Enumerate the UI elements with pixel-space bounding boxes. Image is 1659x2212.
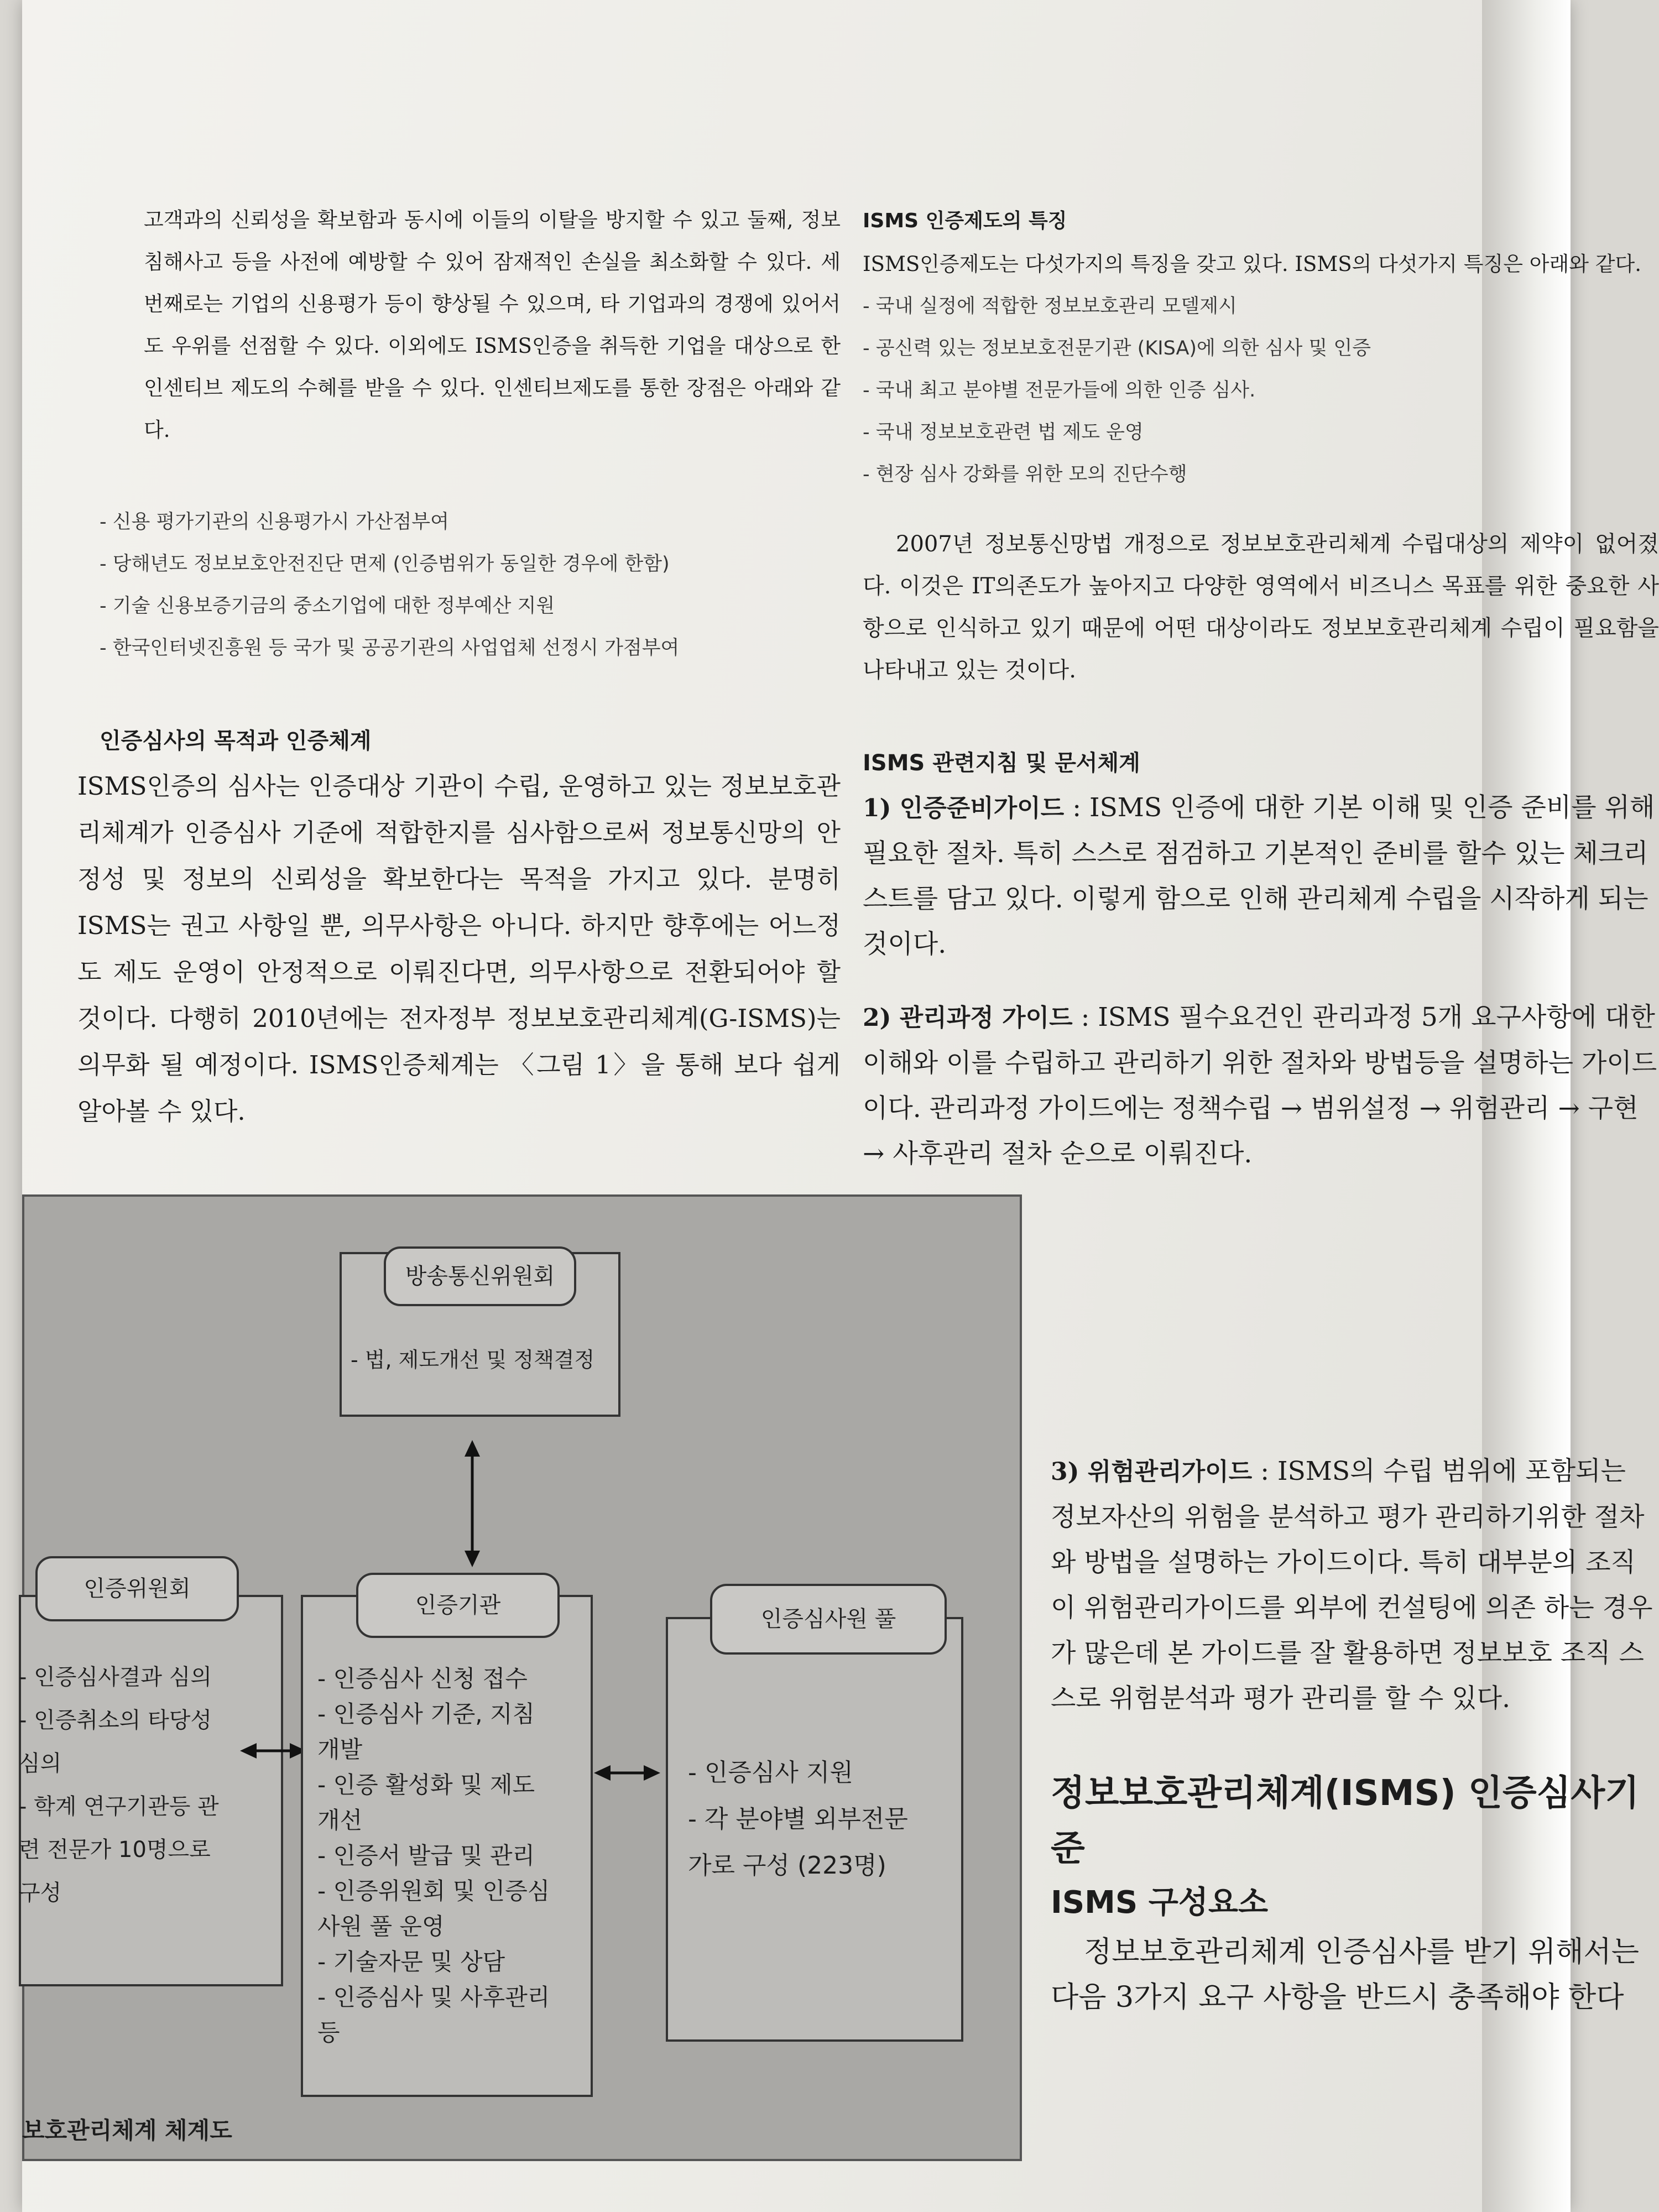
list-item: - 인증심사 및 사후관리 [317, 1984, 550, 2011]
feature-list [863, 285, 1659, 495]
list-item: 가로 구성 (223명) [688, 1851, 886, 1880]
list-item: - 국내 정보보호관련 법 제도 운영 [863, 421, 1144, 444]
list-item: 련 전문가 10명으로 [19, 1837, 211, 1863]
list-item: - 기술 신용보증기금의 중소기업에 대한 정부예산 지원 [100, 595, 555, 617]
guide-1-text: : ISMS 인증에 대한 기본 이해 및 인증 준비를 위해 필요한 절차. 특히 스스로 점검하고 기본적인 준비를 할수 있는 체크리스트를 담고 있다. 이렇게 함으로 인해 관리체계 수립을 시작하게 되는 것이다. [863, 792, 1655, 959]
kcc-tab: 방송통신위원회 [384, 1246, 576, 1306]
guide-3-title: 3) 위험관리가이드 [1051, 1458, 1253, 1486]
guide-2-title: 2) 관리과정 가이드 [863, 1004, 1073, 1032]
list-item: - 국내 최고 분야별 전문가들에 의한 인증 심사. [863, 379, 1256, 401]
guide-heading: ISMS 관련지침 및 문서체계 [863, 750, 1140, 776]
right-lower [1051, 1449, 1659, 2020]
left-arrow-icon [240, 1740, 306, 1762]
list-item: - 인증취소의 타당성 [19, 1708, 212, 1733]
list-item: 등 [317, 2019, 340, 2046]
guide-3-text: : ISMS의 수립 범위에 포함되는 정보자산의 위험을 분석하고 평가 관리하기위한 절차와 방법을 설명하는 가이드이다. 특히 대부분의 조직이 위험관리가이드를 외부에 컨설팅에 의존 하는 경우가 많은데 본 가이드를 잘 활용하면 정보보호 조직 스스로 위험분석과 평가 관리를 할 수 있다. [1051, 1456, 1653, 1714]
right-column [863, 199, 1659, 1177]
vertical-arrow-icon [456, 1440, 489, 1567]
guide-3 [1051, 1449, 1659, 1721]
list-item: 개발 [317, 1736, 363, 1763]
list-item: - 한국인터넷진흥원 등 국가 및 공공기관의 사업업체 선정시 가점부여 [100, 637, 680, 659]
list-item: - 현장 심사 강화를 위한 모의 진단수행 [863, 463, 1187, 486]
incentive-list [77, 501, 841, 669]
guide-2 [863, 995, 1659, 1177]
intro-paragraph: 고객과의 신뢰성을 확보함과 동시에 이들의 이탈을 방지할 수 있고 둘째, 정보침해사고 등을 사전에 예방할 수 있어 잠재적인 손실을 최소화할 수 있다. 세 번째로는 기업의 신용평가 등이 향상될 수 있으며, 타 기업과의 경쟁에 있어서도 우위를 선점할 수 있다. 이외에도 ISMS인증을 취득한 기업을 대상으로 한 인센티브 제도의 수혜를 받을 수 있다. 인센티브제도를 통한 장점은 아래와 같다. [144, 208, 841, 442]
document-page [19, 0, 1659, 2212]
list-item: - 공신력 있는 정보보호전문기관 (KISA)에 의한 심사 및 인증 [863, 337, 1371, 359]
list-item: - 인증 활성화 및 제도 [317, 1771, 535, 1798]
kcc-text: - 법, 제도개선 및 정책결정 [351, 1348, 595, 1372]
components-body: 정보보호관리체계 인증심사를 받기 위해서는 다음 3가지 요구 사항을 반드시 충족해야 한다 [1051, 1936, 1639, 2014]
list-item: - 인증심사 기준, 지침 [317, 1700, 535, 1728]
section-body: ISMS인증의 심사는 인증대상 기관이 수립, 운영하고 있는 정보보호관리체계가 인증심사 기준에 적합한지를 심사함으로써 정보통신망의 안정성 및 정보의 신뢰성을 확보한다는 목적을 가지고 있다. 분명히 ISMS는 권고 사항일 뿐, 의무사항은 아니다. 하지만 향후에는 어느정도 제도 운영이 안정적으로 이뤄진다면, 의무사항으로 전환되어야 할 것이다. 다행히 2010년에는 전자정부 정보보호관리체계(G-ISMS)는 의무화 될 예정이다. ISMS인증체계는 〈그림 1〉을 통해 보다 쉽게 알아볼 수 있다. [77, 771, 841, 1126]
auditor-pool-text [688, 1750, 908, 1889]
components-heading: ISMS 구성요소 [1051, 1885, 1269, 1921]
guide-2-text: : ISMS 필수요건인 관리과정 5개 요구사항에 대한 이해와 이를 수립하고 관리하기 위한 절차와 방법등을 설명하는 가이드이다. 관리과정 가이드에는 정책수립 → 범위설정 → 위험관리 → 구현 → 사후관리 절차 순으로 이뤄진다. [863, 1002, 1657, 1169]
feature-intro: ISMS인증제도는 다섯가지의 특징을 갖고 있다. ISMS의 다섯가지 특징은 아래와 같다. [863, 252, 1642, 276]
list-item: - 신용 평가기관의 신용평가시 가산점부여 [100, 511, 449, 533]
list-item: - 인증심사 지원 [688, 1759, 853, 1787]
list-item: - 학계 연구기관등 관 [19, 1794, 219, 1819]
list-item: 심의 [19, 1751, 62, 1776]
standard-heading: 정보보호관리체계(ISMS) 인증심사기준 [1051, 1773, 1640, 1869]
list-item: - 국내 실정에 적합한 정보보호관리 모델제시 [863, 295, 1237, 317]
guide-1 [863, 785, 1659, 967]
list-item: - 당해년도 정보보호안전진단 면제 (인증범위가 동일한 경우에 한함) [100, 553, 670, 575]
list-item: - 인증심사결과 심의 [19, 1665, 212, 1690]
guide-1-title: 1) 인증준비가이드 [863, 794, 1065, 822]
list-item: - 인증위원회 및 인증심 [317, 1877, 550, 1905]
cert-body-tab: 인증기관 [356, 1573, 560, 1638]
feature-heading: ISMS 인증제도의 특징 [863, 210, 1067, 232]
isms-diagram [19, 1194, 1022, 2161]
paragraph-2007: 2007년 정보통신망법 개정으로 정보보호관리체계 수립대상의 제약이 없어졌다. 이것은 IT의존도가 높아지고 다양한 영역에서 비즈니스 목표를 위한 중요한 사항으로 인식하고 있기 때문에 어떤 대상이라도 정보보호관리체계 수립이 필요함을 나타내고 있는 것이다. [863, 531, 1659, 683]
list-item: 구성 [19, 1880, 62, 1906]
right-arrow-icon [594, 1762, 660, 1784]
committee-text [19, 1656, 219, 1914]
list-item: - 각 분야별 외부전문 [688, 1805, 908, 1833]
section-heading: 인증심사의 목적과 인증체계 [100, 728, 372, 754]
list-item: - 인증서 발급 및 관리 [317, 1842, 535, 1869]
committee-tab: 인증위원회 [35, 1556, 239, 1621]
auditor-pool-tab: 인증심사원 풀 [710, 1584, 947, 1655]
list-item: 사원 풀 운영 [317, 1913, 445, 1940]
left-column [77, 199, 841, 1135]
list-item: - 기술자문 및 상담 [317, 1948, 505, 1975]
list-item: 개선 [317, 1807, 363, 1834]
list-item: - 인증심사 신청 접수 [317, 1665, 528, 1692]
cert-body-text [317, 1661, 550, 2051]
figure-caption: 보호관리체계 체계도 [22, 2117, 232, 2144]
